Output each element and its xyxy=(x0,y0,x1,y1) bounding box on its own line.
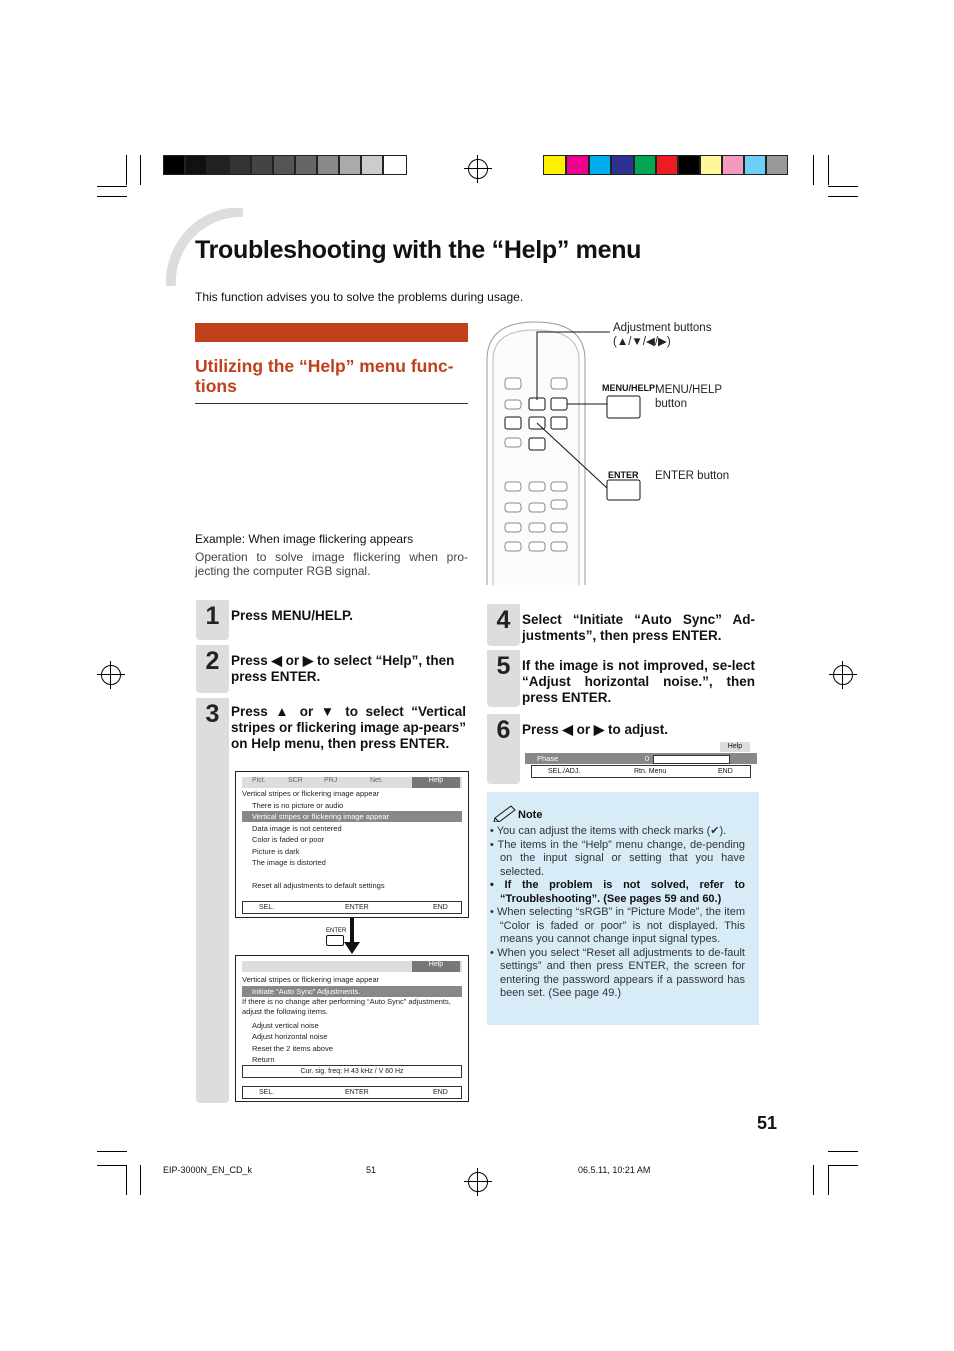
note-box xyxy=(487,792,759,1025)
menu-info: If there is no change after performing “Auto Sync” adjustments, adjust the following items. xyxy=(242,997,451,1016)
menu-tabs xyxy=(242,777,462,788)
example-description: Operation to solve image flickering when pro-jecting the computer RGB signal. xyxy=(195,550,468,578)
step-3-text: Press ▲ or ▼ to select “Vertical stripes or flickering image ap-pears” on Help menu, then press ENTER. xyxy=(231,704,466,751)
tab-prj[interactable]: PRJ xyxy=(324,777,338,784)
step-5-text: If the image is not improved, se-lect “Adjust horizontal noise.”, then press ENTER. xyxy=(522,658,755,705)
help-menu-screen-2 xyxy=(235,955,469,1102)
phase-row xyxy=(525,753,757,764)
menu-item-reset[interactable]: Reset all adjustments to default settings xyxy=(252,881,385,890)
tab-net[interactable]: Net. xyxy=(370,777,383,784)
menu-statusbar: SEL. ENTER END xyxy=(242,901,462,914)
menu-statusbar: SEL. ENTER END xyxy=(242,1086,462,1099)
menu-header: Vertical stripes or flickering image appear xyxy=(242,975,380,984)
intro-text: This function advises you to solve the problems during usage. xyxy=(195,290,524,304)
step-2-text: Press ◀ or ▶ to select “Help”, then press ENTER. xyxy=(231,653,455,684)
phase-slider[interactable] xyxy=(653,755,730,764)
tab-help[interactable]: Help xyxy=(412,777,460,788)
tab-scr[interactable]: SCR xyxy=(288,777,303,784)
note-item: • If the problem is not solved, refer to “Troubleshooting”. (See pages 59 and 60.) xyxy=(490,879,745,905)
note-list xyxy=(490,825,745,1001)
registration-mark-left xyxy=(101,665,121,685)
step-1-number: 1 xyxy=(196,600,229,640)
step-3-number: 3 xyxy=(196,698,229,1103)
section-divider xyxy=(195,403,468,404)
menu-item-selected[interactable]: Vertical stripes or flickering image appear xyxy=(242,811,462,822)
step-5-number: 5 xyxy=(487,650,520,707)
menu-item[interactable]: Color is faded or poor xyxy=(252,835,325,844)
step-1-text: Press MENU/HELP. xyxy=(231,608,354,623)
help-tab-small[interactable]: Help xyxy=(720,742,750,752)
pencil-icon xyxy=(493,804,517,822)
registration-mark-top xyxy=(468,159,488,179)
callout-menuhelp: MENU/HELP button xyxy=(655,384,722,410)
note-item: • The items in the “Help” menu change, de-pending on the input signal or setting that you have selected. xyxy=(490,838,745,878)
help-menu-screen-1 xyxy=(235,771,469,918)
section-bar xyxy=(195,323,468,342)
arrow-down-icon xyxy=(342,918,362,956)
menu-item[interactable]: There is no picture or audio xyxy=(252,801,344,810)
step-6-text: Press ◀ or ▶ to adjust. xyxy=(522,722,669,737)
page-title: Troubleshooting with the “Help” menu xyxy=(195,236,642,264)
note-item: • When you select “Reset all adjustments to de-fault settings” and then press ENTER, the screen for entering the password appears if a password has been set. (See page 49.) xyxy=(490,946,745,999)
menu-item[interactable]: Data image is not centered xyxy=(252,824,342,833)
menu-item[interactable]: Reset the 2 items above xyxy=(252,1044,333,1053)
callout-enter-key: ENTER xyxy=(608,470,639,480)
menu-item[interactable]: Adjust horizontal noise xyxy=(252,1032,328,1041)
enter-key-label: ENTER xyxy=(326,928,347,934)
phase-label: Phase xyxy=(537,754,559,763)
note-item: • When selecting “sRGB” in “Picture Mode”, the item “Color is faded or poor” is not displayed. This means you cannot change input signal types. xyxy=(490,906,745,945)
tab-help[interactable]: Help xyxy=(412,961,460,972)
footer-center: 51 xyxy=(366,1165,377,1175)
step-2-number: 2 xyxy=(196,645,229,693)
remote-control-illustration xyxy=(485,320,745,588)
menu-item[interactable]: Picture is dark xyxy=(252,847,300,856)
note-label: Note xyxy=(518,809,543,821)
footer-right: 06.5.11, 10:21 AM xyxy=(578,1165,651,1175)
freq-readout: Cur. sig. freq: H 43 kHz / V 60 Hz xyxy=(242,1065,462,1078)
menu-item-return[interactable]: Return xyxy=(252,1055,275,1064)
menu-item[interactable]: The image is distorted xyxy=(252,858,326,867)
callout-menuhelp-key: MENU/HELP xyxy=(602,383,656,393)
phase-value: 0 xyxy=(645,754,650,763)
callout-enter: ENTER button xyxy=(655,470,730,482)
menu-tabs xyxy=(242,961,462,972)
tab-pict[interactable]: Pict. xyxy=(252,777,266,784)
menu-item-selected[interactable]: Initiate “Auto Sync” Adjustments. xyxy=(242,986,462,997)
callout-adjustment: Adjustment buttons (▲/▼/◀/▶) xyxy=(613,322,712,348)
menu-statusbar: SEL./ADJ. Rtn. Menu END xyxy=(531,765,751,778)
example-label: Example: When image flickering appears xyxy=(195,532,414,546)
menu-item[interactable]: Adjust vertical noise xyxy=(252,1021,319,1030)
footer-left: EIP-3000N_EN_CD_k xyxy=(163,1165,253,1175)
registration-mark-right xyxy=(833,665,853,685)
step-4-number: 4 xyxy=(487,604,520,646)
menu-header: Vertical stripes or flickering image appear xyxy=(242,789,380,798)
page-number: 51 xyxy=(757,1113,778,1133)
step-6-number: 6 xyxy=(487,714,520,784)
registration-mark-bottom xyxy=(468,1172,488,1192)
note-item: • You can adjust the items with check marks (✔). xyxy=(490,825,727,837)
step-4-text: Select “Initiate “Auto Sync” Ad-justments”, then press ENTER. xyxy=(522,612,755,643)
section-title: Utilizing the “Help” menu func-tions xyxy=(195,356,454,396)
